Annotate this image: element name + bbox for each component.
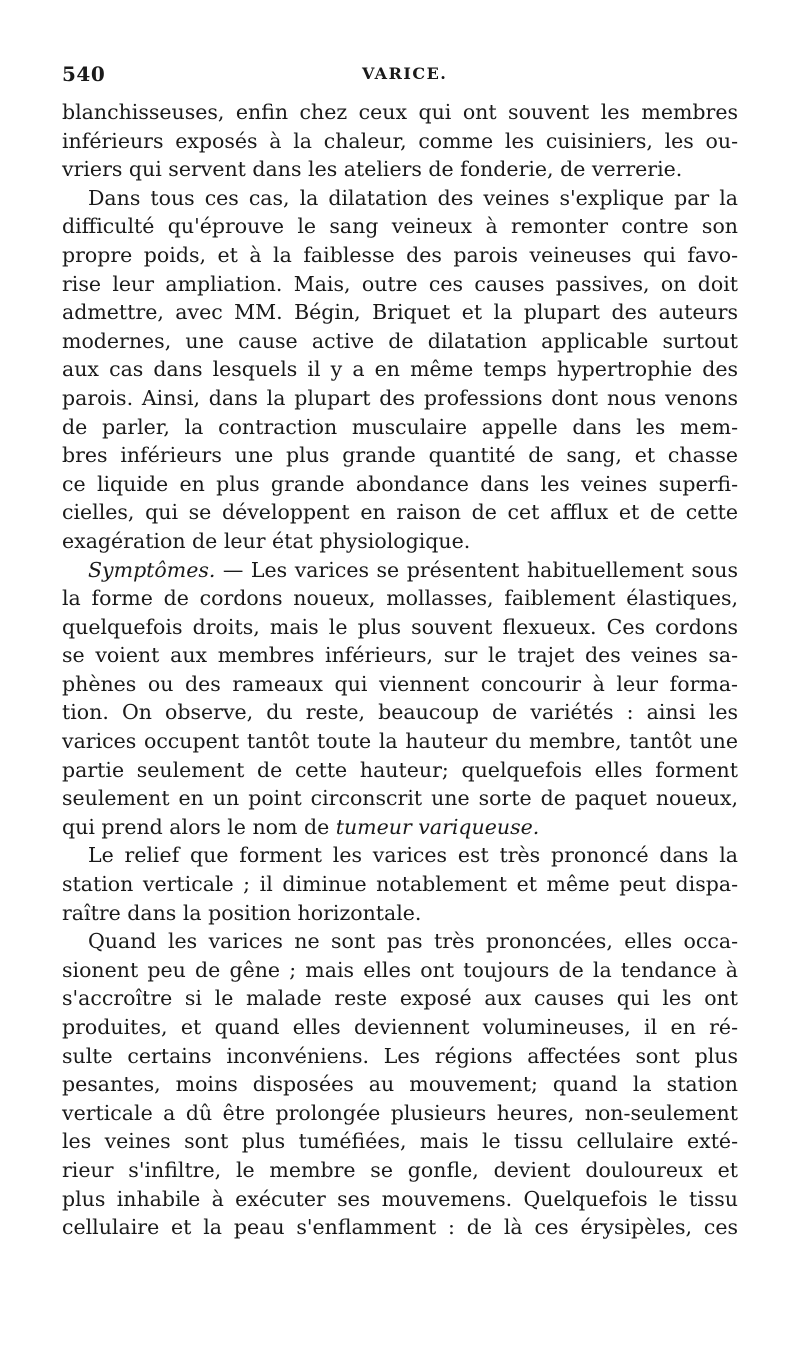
text-line: Dans tous ces cas, la dilatation des veines s'explique par la [88, 185, 738, 210]
text-line: vriers qui servent dans les ateliers de fonderie, de verrerie. [62, 157, 683, 182]
text-line: sulte certains inconvéniens. Les régions affectées sont plus [62, 1043, 738, 1068]
text-line: exagération de leur état physiologique. [62, 528, 471, 553]
text-line-rest: — Les varices se présentent habituellement sous [215, 557, 738, 582]
text-line: tion. On observe, du reste, beaucoup de variétés : ainsi les [62, 700, 738, 725]
section-heading: Symptômes. [88, 557, 216, 582]
text-line: rise leur ampliation. Mais, outre ces causes passives, on doit [62, 271, 738, 296]
text-line: cielles, qui se développent en raison de cet afflux et de cette [62, 500, 738, 525]
text-line: partie seulement de cette hauteur; quelquefois elles forment [62, 757, 738, 782]
text-line: Le relief que forment les varices est très prononcé dans la [88, 843, 738, 868]
text-line: bres inférieurs une plus grande quantité de sang, et chasse [62, 443, 738, 468]
text-line: parois. Ainsi, dans la plupart des professions dont nous venons [62, 385, 738, 410]
text-line: aux cas dans lesquels il y a en même temps hypertrophie des [62, 357, 738, 382]
text-line: seulement en un point circonscrit une sorte de paquet noueux, [62, 786, 738, 811]
text-line: la forme de cordons noueux, mollasses, faiblement élastiques, [62, 586, 738, 611]
text-line [62, 813, 738, 842]
body-text [62, 98, 738, 1242]
text-line: inférieurs exposés à la chaleur, comme les cuisiniers, les ou- [62, 128, 738, 153]
text-line: propre poids, et à la faiblesse des parois veineuses qui favo- [62, 242, 738, 267]
text-line: rieur s'infiltre, le membre se gonfle, devient douloureux et [62, 1157, 738, 1182]
text-line: se voient aux membres inférieurs, sur le trajet des veines sa- [62, 643, 738, 668]
text-line: s'accroître si le malade reste exposé aux causes qui les ont [62, 986, 738, 1011]
text-line: quelquefois droits, mais le plus souvent flexueux. Ces cordons [62, 614, 738, 639]
text-line: sionent peu de gêne ; mais elles ont toujours de la tendance à [62, 957, 738, 982]
text-line: de parler, la contraction musculaire appelle dans les mem- [62, 414, 738, 439]
text-line: pesantes, moins disposées au mouvement; quand la station [62, 1072, 738, 1097]
page-header [62, 62, 738, 92]
text-line: modernes, une cause active de dilatation applicable surtout [62, 328, 738, 353]
text-line: phènes ou des rameaux qui viennent concourir à leur forma- [62, 671, 738, 696]
text-line: raître dans la position horizontale. [62, 900, 422, 925]
text-line-start: qui prend alors le nom de [62, 814, 336, 839]
text-line [62, 556, 738, 585]
italic-term: tumeur variqueuse. [335, 814, 540, 839]
text-line: cellulaire et la peau s'enflamment : de là ces érysipèles, ces [62, 1215, 738, 1240]
text-line: varices occupent tantôt toute la hauteur du membre, tantôt une [62, 729, 738, 754]
text-line: admettre, avec MM. Bégin, Briquet et la plupart des auteurs [62, 300, 738, 325]
text-line: les veines sont plus tuméfiées, mais le tissu cellulaire exté- [62, 1129, 738, 1154]
page-number: 540 [62, 62, 106, 86]
text-line: station verticale ; il diminue notablement et même peut dispa- [62, 872, 738, 897]
text-line: difficulté qu'éprouve le sang veineux à remonter contre son [62, 214, 738, 239]
text-line: blanchisseuses, enfin chez ceux qui ont souvent les membres [62, 100, 738, 124]
text-line: verticale a dû être prolongée plusieurs heures, non-seulement [62, 1100, 738, 1125]
text-line: plus inhabile à exécuter ses mouvemens. Quelquefois le tissu [62, 1186, 738, 1211]
text-line: Quand les varices ne sont pas très prononcées, elles occa- [88, 929, 738, 954]
text-line: ce liquide en plus grande abondance dans les veines superfi- [62, 471, 738, 496]
running-head: VARICE. [362, 64, 448, 83]
text-line: produites, et quand elles deviennent volumineuses, il en ré- [62, 1015, 738, 1039]
